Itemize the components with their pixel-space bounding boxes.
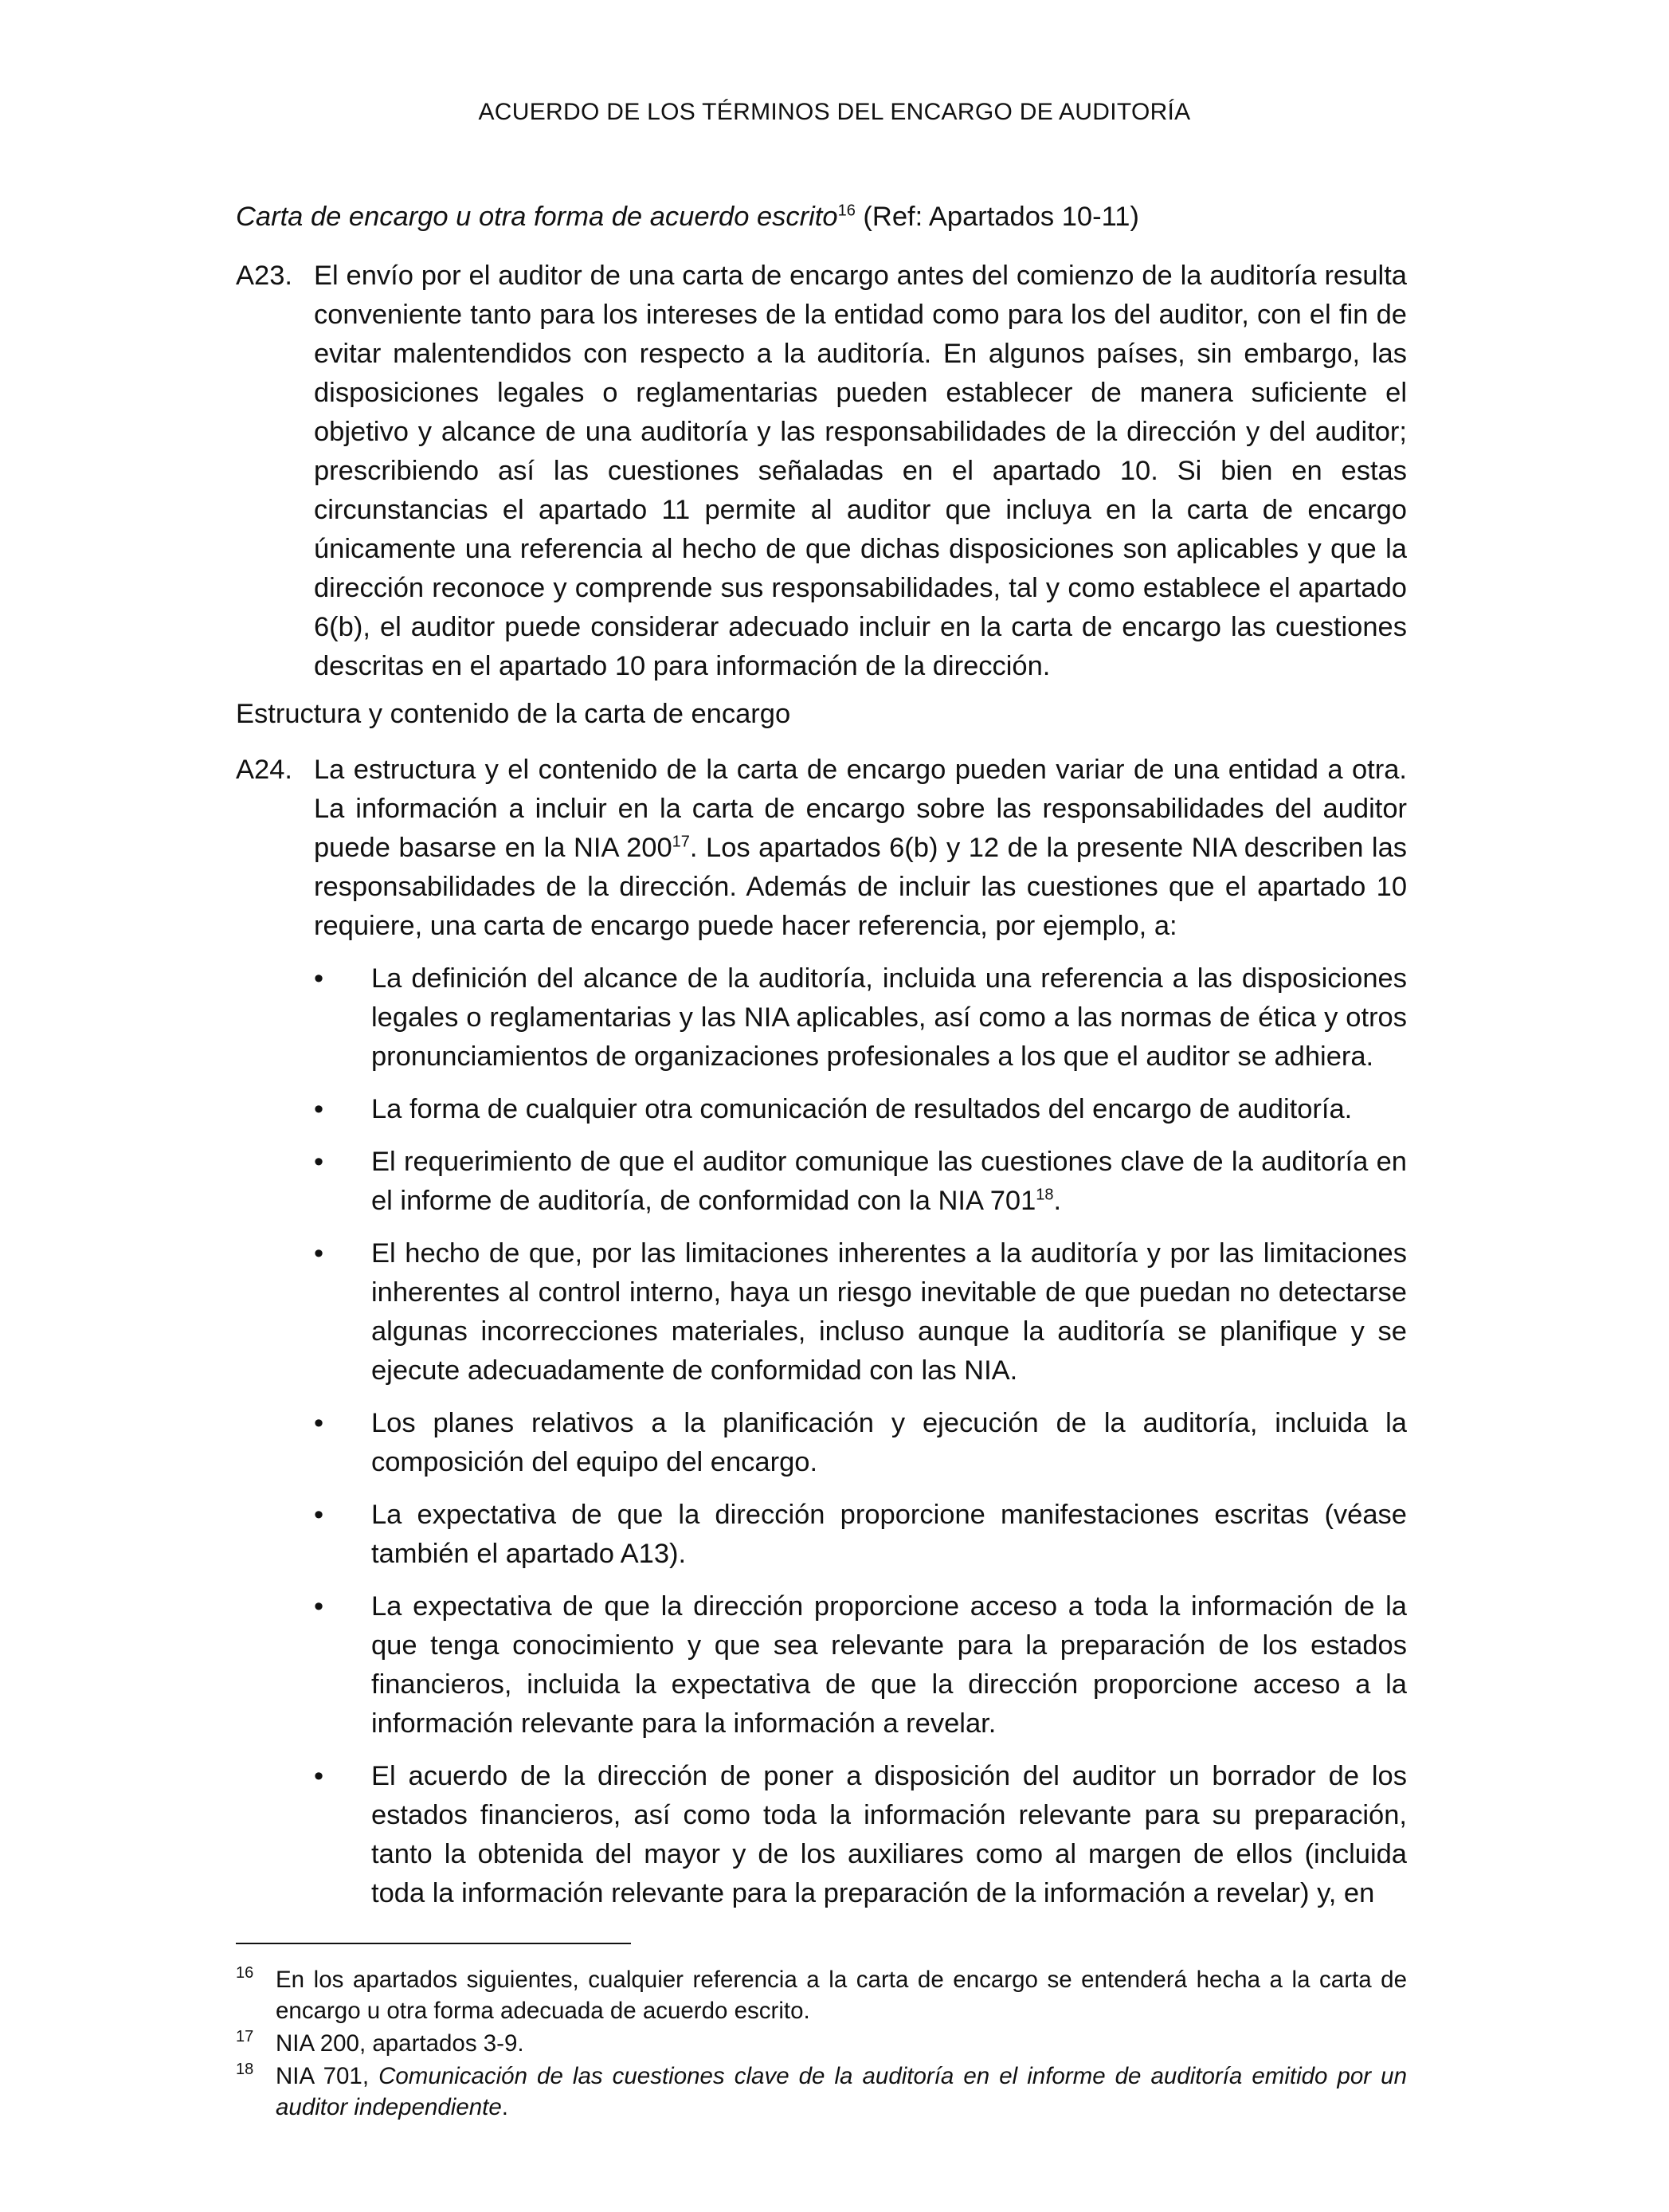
footnote-text: En los apartados siguientes, cualquier referencia a la carta de encargo se entenderá hecha a la carta de encargo u otra forma adecuada de acuerdo escrito. [276,1967,1407,2024]
list-item-text: El hecho de que, por las limitaciones inherentes a la auditoría y por las limitaciones inherentes al control interno, haya un riesgo inevitable de que puedan no detectarse algunas incorrecciones materiales, incluso aunque la auditoría se planifique y se ejecute adecuadamente de conformidad con las NIA. [371,1238,1407,1386]
page-header: ACUERDO DE LOS TÉRMINOS DEL ENCARGO DE AUDITORÍA [478,99,1191,125]
footnote-separator [236,1943,631,1944]
list-item [314,1234,1407,1390]
bullet-symbol: • [314,1408,324,1438]
footnotes [236,1964,1407,2124]
bullet-symbol: • [314,1147,324,1177]
list-item-text: La expectativa de que la dirección proporcione manifestaciones escritas (véase también el apartado A13). [371,1500,1407,1569]
paragraph-number: A23. [236,261,292,291]
bullet-symbol: • [314,1094,324,1124]
list-item [314,1143,1407,1221]
bullet-symbol: • [314,1591,324,1622]
footnote-17 [236,2028,1407,2059]
bullet-symbol: • [314,1761,324,1791]
bullet-list [314,959,1407,1927]
paragraph-text-part: . Los apartados 6(b) y 12 de la presente NIA describen las responsabilidades de la dirección. Además de incluir las cuestiones que el apartado 10 requiere, una carta de encargo puede hacer referencia, por ejemplo, a: [314,833,1408,941]
list-item-text: La expectativa de que la dirección proporcione acceso a toda la información de la que tenga conocimiento y que sea relevante para la preparación de los estados financieros, incluida la expectativa de que la dirección proporcione acceso a la información relevante para la información a revelar. [371,1591,1407,1739]
bullet-symbol: • [314,1238,324,1269]
list-item-text: La forma de cualquier otra comunicación de resultados del encargo de auditoría. [371,1094,1353,1124]
list-item-text: Los planes relativos a la planificación y ejecución de la auditoría, incluida la composición del equipo del encargo. [371,1408,1407,1477]
list-item [314,1404,1407,1482]
list-item [314,1757,1407,1913]
footnote-ref-17[interactable]: 17 [672,833,690,851]
paragraph-text-part: La estructura y el contenido de la carta de encargo pueden variar de una entidad a otra. La información a incluir en la carta de encargo sobre las responsabilidades del auditor puede basarse en la NIA 200 [314,755,1407,863]
list-item [314,1587,1407,1743]
footnote-ref-18[interactable]: 18 [1036,1186,1054,1204]
list-item [314,1090,1407,1129]
list-item-text: La definición del alcance de la auditoría, incluida una referencia a las disposiciones legales o reglamentarias y las NIA aplicables, así como a las normas de ética y otros pronunciamientos de organizaciones profesionales a los que el auditor se adhiera. [371,963,1407,1072]
bullet-symbol: • [314,963,324,994]
bullet-symbol: • [314,1500,324,1530]
footnote-18 [236,2061,1407,2123]
section-heading-italic: Carta de encargo u otra forma de acuerdo escrito [236,202,838,232]
paragraph-text: El envío por el auditor de una carta de encargo antes del comienzo de la auditoría resulta conveniente tanto para los intereses de la entidad como para los del auditor, con el fin de evitar malentendidos con respecto a la auditoría. En algunos países, sin embargo, las disposiciones legales o reglamentarias pueden establecer de manera suficiente el objetivo y alcance de una auditoría y las responsabilidades de la dirección y del auditor; prescribiendo así las cuestiones señaladas en el apartado 10. Si bien en estas circunstancias el apartado 11 permite al auditor que incluya en la carta de encargo únicamente una referencia al hecho de que dichas disposiciones son aplicables y que la dirección reconoce y comprende sus responsabilidades, tal y como establece el apartado 6(b), el auditor puede considerar adecuado incluir en la carta de encargo las cuestiones descritas en el apartado 10 para información de la dirección. [314,261,1407,681]
footnote-number: 17 [236,2028,254,2045]
list-item-text: El acuerdo de la dirección de poner a disposición del auditor un borrador de los estados financieros, así como toda la información relevante para su preparación, tanto la obtenida del mayor y de los auxiliares como al margen de ellos (incluida toda la información relevante para la preparación de la información a revelar) y, en [371,1761,1407,1908]
footnote-text: NIA 701, [276,2063,379,2089]
paragraph-a24 [236,751,1407,946]
footnote-text: . [501,2094,508,2120]
footnote-number: 18 [236,2061,254,2078]
list-item-text: . [1053,1186,1062,1216]
list-item [314,1496,1407,1574]
footnote-ref-16[interactable]: 16 [837,202,856,220]
section-heading-carta-encargo [236,198,1407,237]
footnote-16 [236,1964,1407,2026]
footnote-title: Comunicación de las cuestiones clave de la auditoría en el informe de auditoría emitido por un auditor independiente [276,2063,1407,2120]
section-heading-ref: (Ref: Apartados 10-11) [855,202,1139,232]
paragraph-number: A24. [236,755,292,785]
list-item [314,959,1407,1077]
paragraph-text [314,751,1407,946]
section-heading-estructura: Estructura y contenido de la carta de encargo [236,699,791,729]
paragraph-a23 [236,257,1407,686]
list-item-text: El requerimiento de que el auditor comunique las cuestiones clave de la auditoría en el informe de auditoría, de conformidad con la NIA 701 [371,1147,1407,1216]
footnote-text: NIA 200, apartados 3-9. [276,2030,524,2057]
footnote-number: 16 [236,1964,254,1982]
